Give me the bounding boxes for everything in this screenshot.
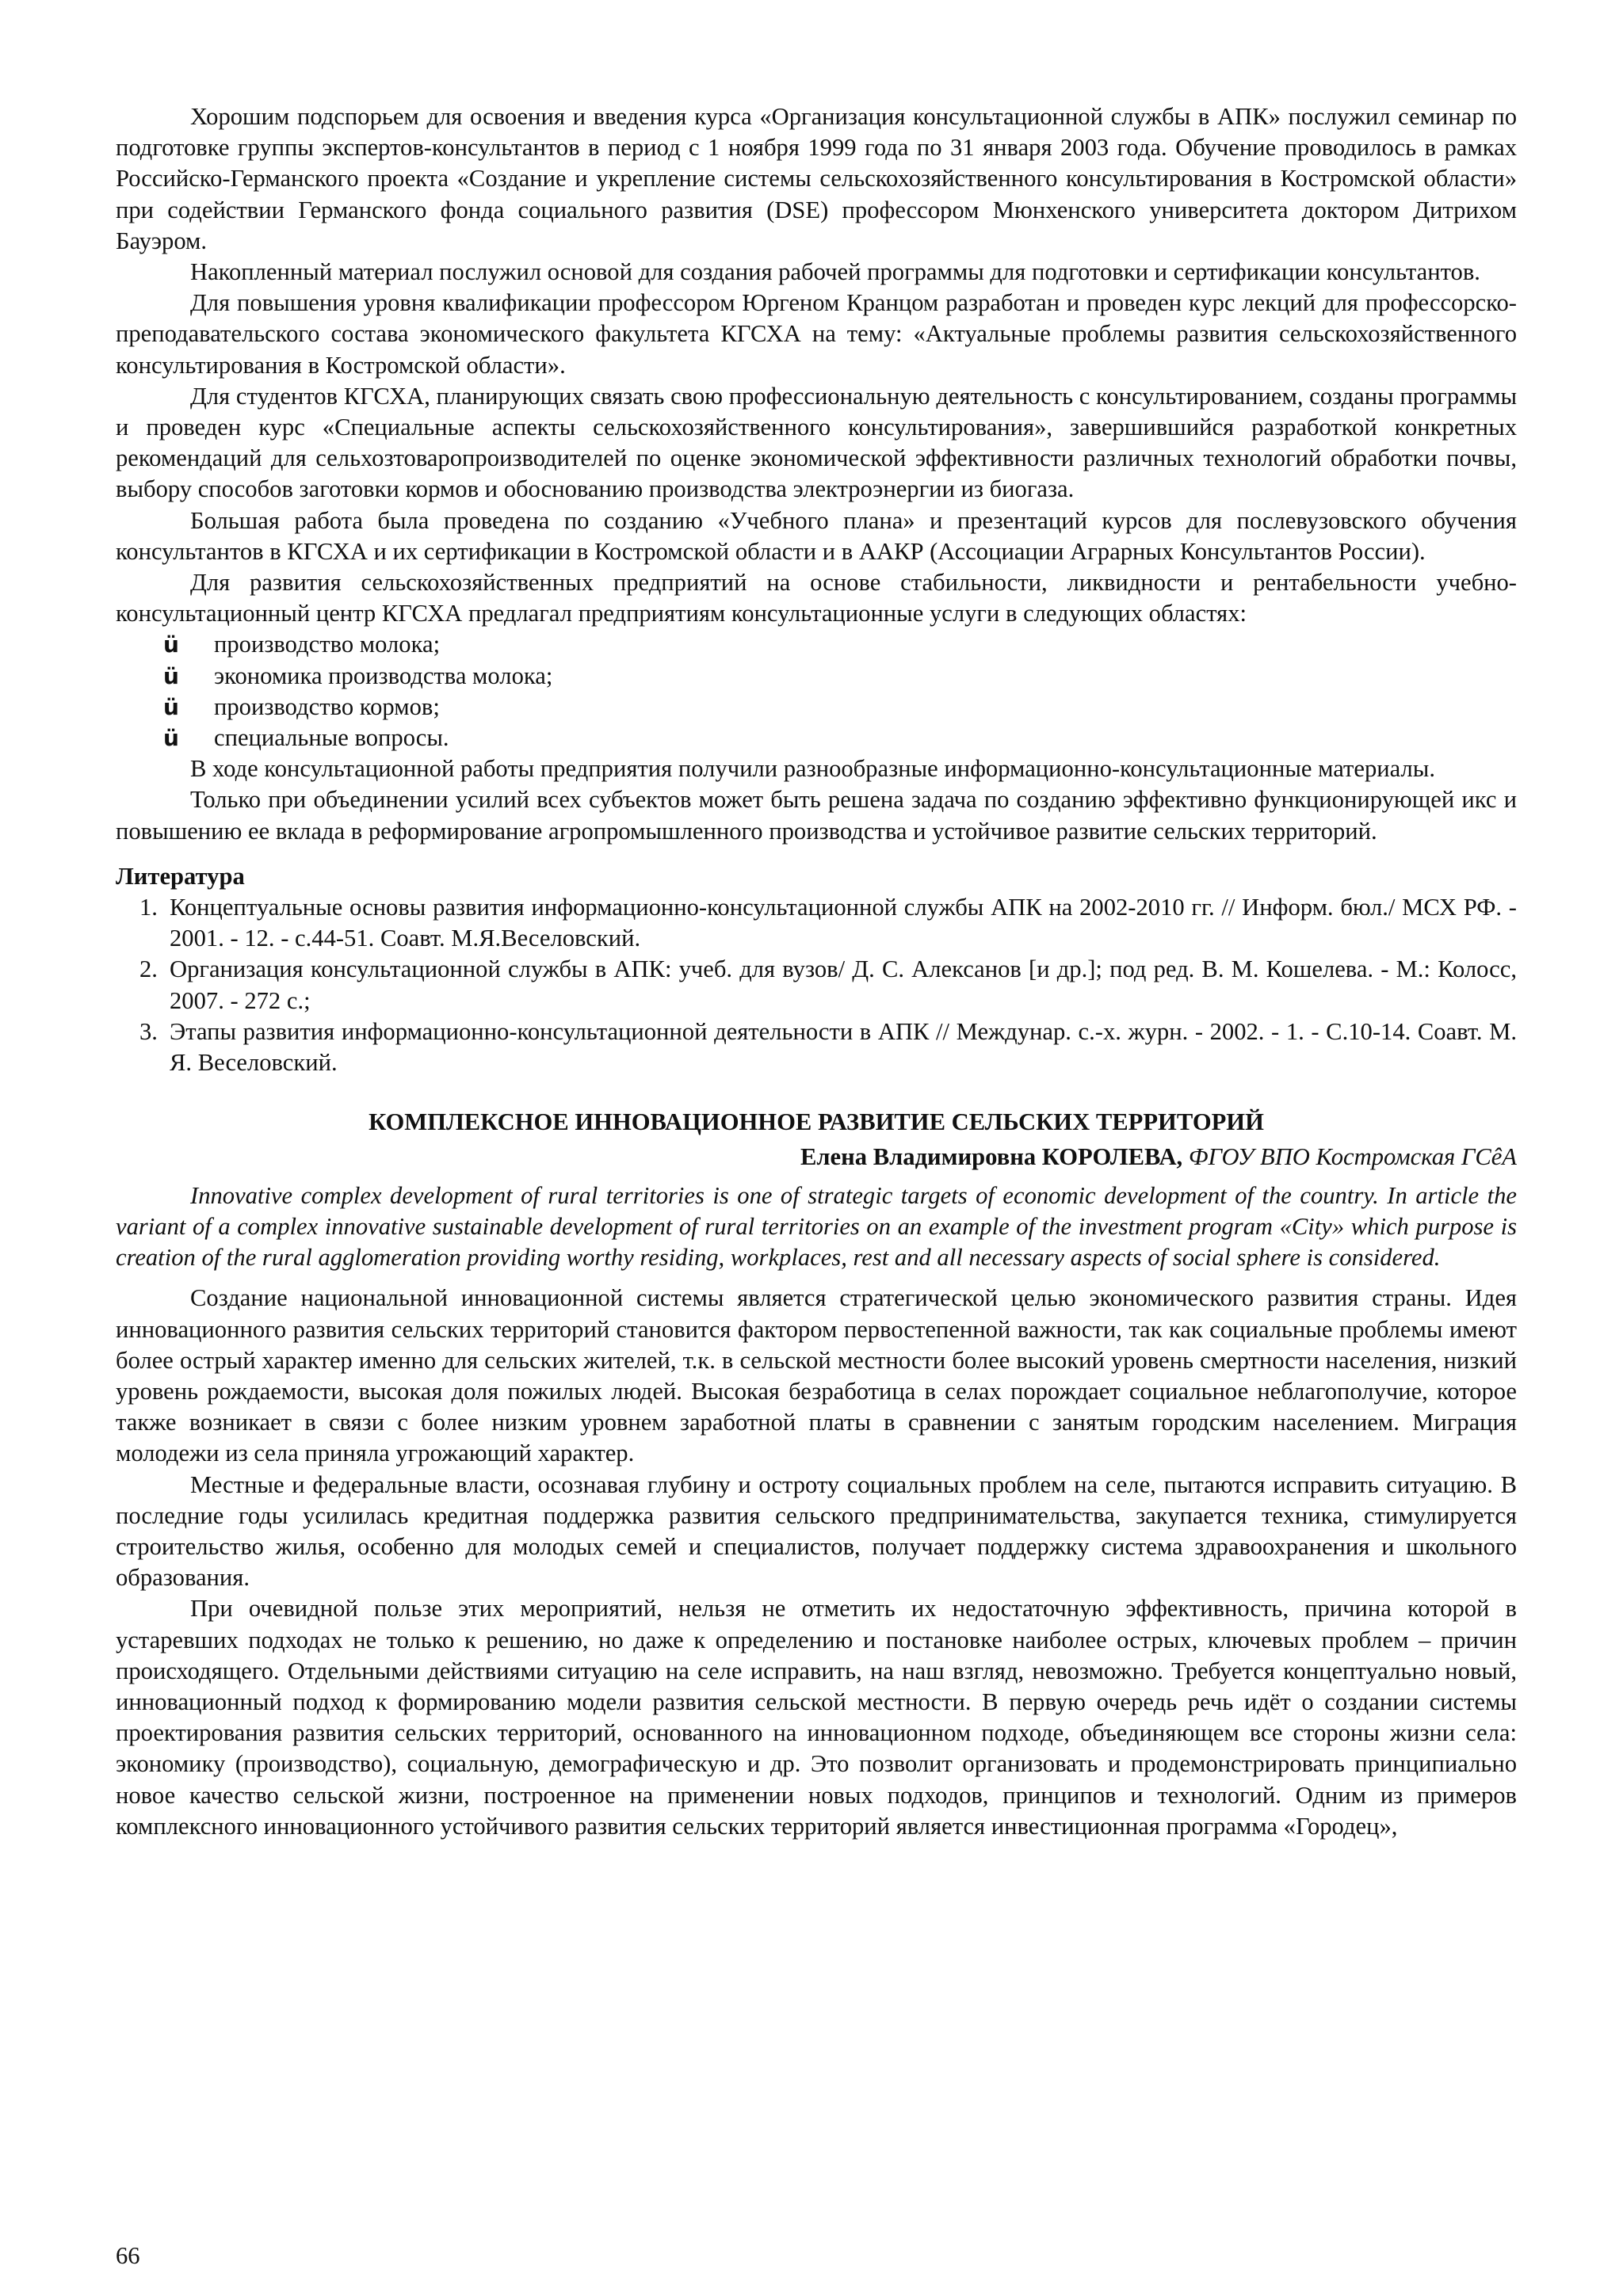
page-number: 66 <box>116 2242 140 2269</box>
paragraph: При очевидной пользе этих мероприятий, нельзя не отметить их недостаточную эффективность, причина которой в устаревших подходах не только к решению, но даже к определению и постановке наиболее острых, ключевых проблем – причин происходящего. Отдельными действиями ситуацию на селе исправить, на наш взгляд, невозможно. Требуется концептуально новый, инновационный подход к формированию модели развития сельской местности. В первую очередь речь идёт о создании системы проектирования развития сельских территорий, основанного на инновационном подходе, объединяющем все стороны жизни села: экономику (производство), социальную, демографическую и др. Это позволит организовать и продемонстрировать принципиально новое качество сельской жизни, построенное на применении новых подходов, принципов и технологий. Одним из примеров комплексного инновационного устойчивого развития сельских территорий является инвестиционная программа «Городец», <box>116 1595 1517 1840</box>
list-item <box>116 629 1517 660</box>
paragraph: Только при объединении усилий всех субъектов может быть решена задача по созданию эффективно функционирующей икс и повышению ее вклада в реформирование агропромышленного производства и устойчивое развитие сельских территорий. <box>116 786 1517 845</box>
paragraph: Местные и федеральные власти, осознавая глубину и остроту социальных проблем на селе, пытаются исправить ситуацию. В последние годы усилилась кредитная поддержка развития сельского предпринимательства, закупается техника, стимулируется строительство жилья, особенно для молодых семей и специалистов, получает поддержку система здравоохранения и школьного образования. <box>116 1470 1517 1592</box>
author-line <box>116 1142 1517 1173</box>
checkmark-bullet-icon: ü <box>163 631 179 658</box>
literature-heading: Литература <box>116 862 245 890</box>
paragraph: Для развития сельскохозяйственных предприятий на основе стабильности, ликвидности и рентабельности учебно-консультационный центр КГСХА предлагал предприятиям консультационные услуги в следующих областях: <box>116 569 1517 627</box>
bullet-list <box>116 629 1517 753</box>
reference-number: 3. <box>139 1017 158 1045</box>
paragraph: Создание национальной инновационной системы является стратегической целью экономического развития страны. Идея инновационного развития сельских территорий становится фактором первостепенной важности, так как социальные проблемы имеют более острый характер именно для сельских жителей, т.к. в сельской местности более высокий уровень смертности населения, низкий уровень рождаемости, высокая доля пожилых людей. Высокая безработица в селах порождает социальное неблагополучие, которое также возникает в связи с более низким уровнем заработной платы в сравнении с занятым городским населением. Миграция молодежи из села приняла угрожающий характер. <box>116 1284 1517 1467</box>
checkmark-bullet-icon: ü <box>163 725 179 752</box>
reference-text: Концептуальные основы развития информационно-консультационной службы АПК на 2002-2010 гг. // Информ. бюл./ МСХ РФ. - 2001. - 12. - с.44-51. Соавт. М.Я.Веселовский. <box>170 894 1517 952</box>
paragraph: Для повышения уровня квалификации профессором Юргеном Кранцом разработан и проведен курс лекций для профессорско-преподавательского состава экономического факультета КГСХА на тему: «Актуальные проблемы развития сельскохозяйственного консультирования в Костромской области». <box>116 289 1517 379</box>
paragraph: Накопленный материал послужил основой для создания рабочей программы для подготовки и сертификации консультантов. <box>190 258 1480 286</box>
reference-item <box>116 1016 1517 1078</box>
reference-item <box>116 954 1517 1016</box>
reference-text: Организация консультационной службы в АПК: учеб. для вузов/ Д. С. Алексанов [и др.]; под ред. В. М. Кошелева. - М.: Колосс, 2007. - 272 с.; <box>170 955 1517 1014</box>
reference-list <box>116 892 1517 1078</box>
list-item-text: производство кормов; <box>214 692 440 720</box>
reference-number: 1. <box>139 894 158 921</box>
article-title: КОМПЛЕКСНОЕ ИННОВАЦИОННОЕ РАЗВИТИЕ СЕЛЬСКИХ ТЕРРИТОРИЙ <box>369 1108 1264 1136</box>
list-item-text: производство молока; <box>214 631 441 658</box>
list-item <box>116 661 1517 692</box>
list-item-text: специальные вопросы. <box>214 724 449 752</box>
checkmark-bullet-icon: ü <box>163 662 179 689</box>
page-content <box>116 101 1517 1842</box>
reference-number: 2. <box>139 955 158 983</box>
paragraph: Для студентов КГСХА, планирующих связать свою профессиональную деятельность с консультированием, созданы программы и проведен курс «Специальные аспекты сельскохозяйственного консультирования», завершившийся разработкой конкретных рекомендаций для сельхозтоваропроизводителей по оценке экономической эффективности различных технологий обработки почвы, выбору способов заготовки кормов и обоснованию производства электроэнергии из биогаза. <box>116 382 1517 503</box>
author-organization: ФГОУ ВПО Костромская ГСêА <box>1188 1142 1517 1170</box>
list-item <box>116 692 1517 723</box>
paragraph: Большая работа была проведена по созданию «Учебного плана» и презентаций курсов для послевузовского обучения консультантов в КГСХА и их сертификации в Костромской области и в ААКР (Ассоциации Аграрных Консультантов России). <box>116 506 1517 565</box>
list-item-text: экономика производства молока; <box>214 662 553 689</box>
checkmark-bullet-icon: ü <box>163 693 179 720</box>
reference-item <box>116 892 1517 954</box>
paragraph: В ходе консультационной работы предприятия получили разнообразные информационно-консультационные материалы. <box>190 755 1435 783</box>
paragraph: Хорошим подспорьем для освоения и введения курса «Организация консультационной службы в АПК» послужил семинар по подготовке группы экспертов-консультантов в период с 1 ноября 1999 года по 31 января 2003 года. Обучение проводилось в рамках Российско-Германского проекта «Создание и укрепление системы сельскохозяйственного консультирования в Костромской области» при содействии Германского фонда социального развития (DSE) профессором Мюнхенского университета доктором Дитрихом Бауэром. <box>116 103 1517 254</box>
list-item <box>116 723 1517 753</box>
reference-text: Этапы развития информационно-консультационной деятельности в АПК // Междунар. с.-х. журн. - 2002. - 1. - С.10-14. Соавт. М. Я. Веселовский. <box>170 1017 1517 1077</box>
abstract: Innovative complex development of rural territories is one of strategic targets of economic development of the country. In article the variant of a complex innovative sustainable development of rural territories on an example of the investment program «City» which purpose is creation of the rural agglomeration providing worthy residing, workplaces, rest and all necessary aspects of social sphere is considered. <box>116 1181 1517 1272</box>
author-name: Елена Владимировна КОРОЛЕВА, <box>800 1142 1183 1170</box>
